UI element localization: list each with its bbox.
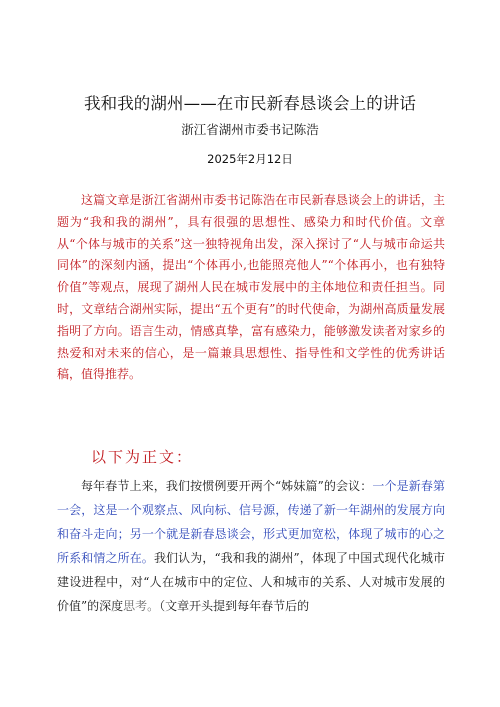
body-text-gray: 思考。 bbox=[123, 599, 160, 613]
body-paragraph bbox=[57, 474, 445, 618]
body-text-highlight: 一个是新春第一会，这是一个观察点、风向标、信号源，传递了新一年湖州的发展方向和奋斗走向；另一个就是新春恳谈会，形式更加宽松，体现了城市的心之所系和情之所在。 bbox=[57, 479, 445, 565]
section-heading: 以下为正文： bbox=[91, 448, 194, 466]
body-text-black: 每年春节上来，我们按惯例要开两个“姊妹篇”的会议： bbox=[81, 479, 373, 493]
document-title: 我和我的湖州——在市民新春恳谈会上的讲话 bbox=[84, 94, 416, 113]
editor-intro: 这篇文章是浙江省湖州市委书记陈浩在市民新春恳谈会上的讲话，主题为“我和我的湖州”，具有很强的思想性、感染力和时代价值。文章从“个体与城市的关系”这一独特视角出发，深入探讨了“人与城市命运共同体”的深刻内涵，提出“个体再小,也能照亮他人”“个体再小，也有独特价值”等观点，展现了湖州人民在城市发展中的主体地位和责任担当。同时，文章结合湖州实际，提出“五个更有”的时代使命，为湖州高质量发展指明了方向。语言生动，情感真挚，富有感染力，能够激发读者对家乡的热爱和对未来的信心，是一篇兼具思想性、指导性和文学性的优秀讲话稿，值得推荐。 bbox=[57, 193, 445, 382]
body-text-annotation: （文章开头提到每年春节后的 bbox=[159, 599, 310, 613]
document-author: 浙江省湖州市委书记陈浩 bbox=[181, 122, 319, 137]
body-text-black-2: 我们认为，“我和我的湖州”，体现了中国式现代化城市建设进程中，对“人在城市中的定位、人和城市的关系、人对城市发展的价值”的深度 bbox=[57, 551, 445, 613]
document-date: 2025年2月12日 bbox=[207, 152, 293, 166]
